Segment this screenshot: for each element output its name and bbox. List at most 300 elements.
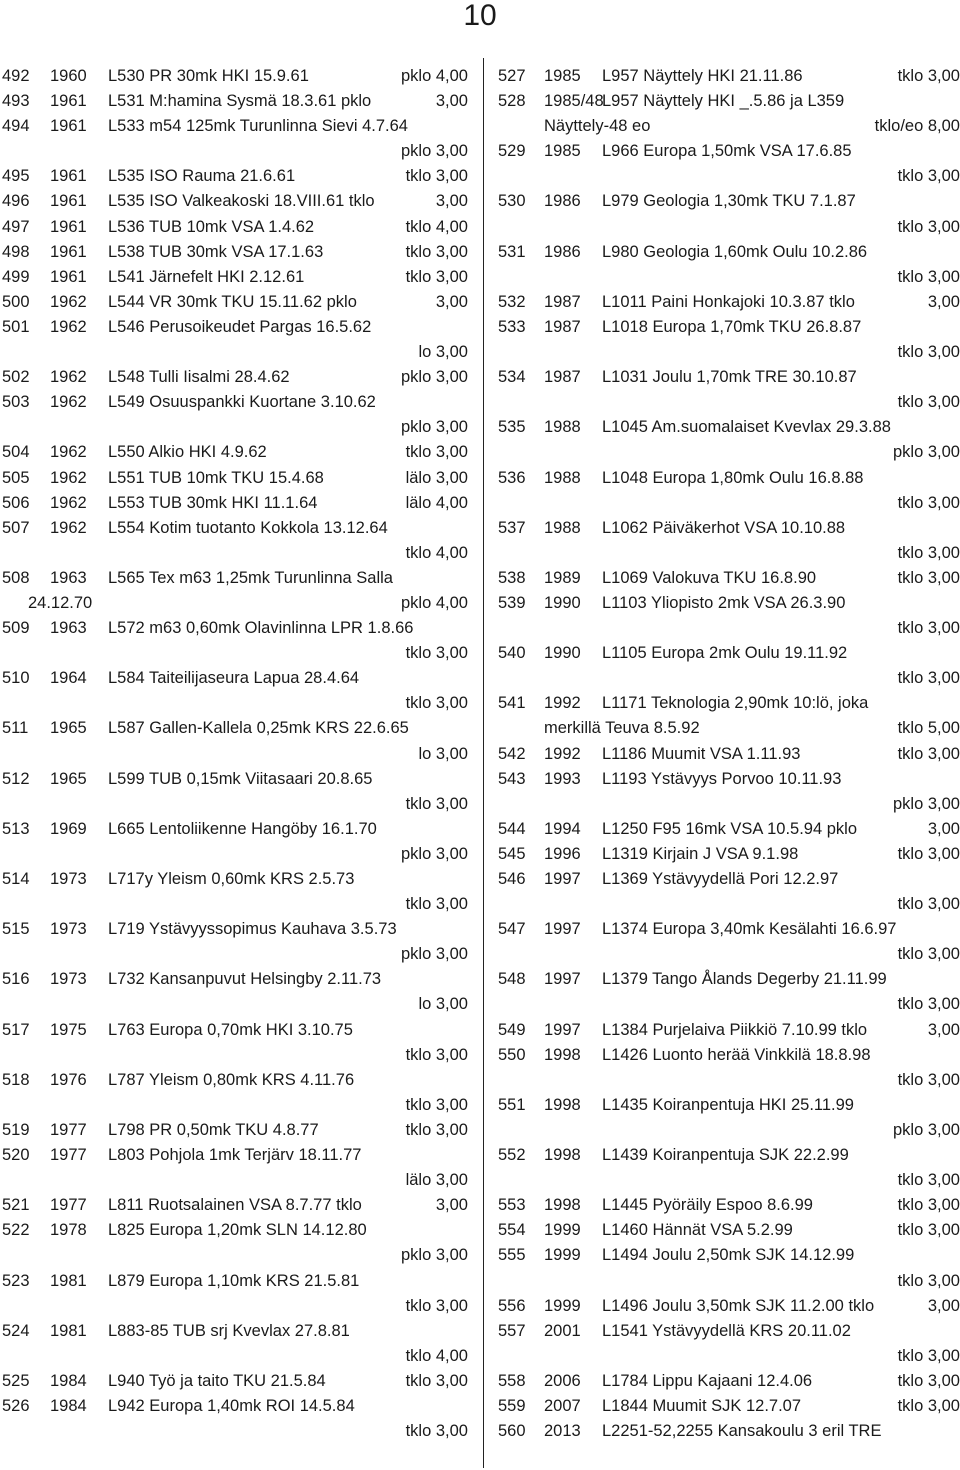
item-description: L2251-52,2255 Kansakoulu 3 eril TRE xyxy=(602,1422,882,1441)
list-item xyxy=(2,767,468,792)
item-number: 554 xyxy=(498,1221,526,1240)
item-price: 3,00 xyxy=(927,1196,960,1215)
item-price: 3,00 xyxy=(927,1070,960,1089)
list-item xyxy=(498,315,960,340)
item-price: 3,00 xyxy=(435,292,468,311)
list-item-continuation xyxy=(2,992,468,1017)
item-year: 2001 xyxy=(544,1321,581,1340)
item-type: tklo xyxy=(405,1120,432,1139)
item-description: L1784 Lippu Kajaani 12.4.06 xyxy=(602,1371,813,1390)
item-price-cell xyxy=(406,1344,468,1369)
item-number: 522 xyxy=(2,1221,30,1240)
item-number: 502 xyxy=(2,368,30,387)
item-description: L536 TUB 10mk VSA 1.4.62 xyxy=(108,217,315,236)
item-price-cell xyxy=(406,1043,468,1068)
item-type: tklo xyxy=(405,167,432,186)
list-item-continuation xyxy=(2,842,468,867)
item-year: 1962 xyxy=(50,468,87,487)
item-price: 3,00 xyxy=(435,1171,468,1190)
item-number: 519 xyxy=(2,1120,30,1139)
list-item xyxy=(2,1018,468,1043)
item-type: tklo xyxy=(897,1070,924,1089)
item-description: L554 Kotim tuotanto Kokkola 13.12.64 xyxy=(108,518,388,537)
item-number: 560 xyxy=(498,1422,526,1441)
item-price-cell xyxy=(401,139,468,164)
item-description: L1103 Yliopisto 2mk VSA 26.3.90 xyxy=(602,593,846,612)
list-item-continuation xyxy=(498,1344,960,1369)
item-type: tklo xyxy=(897,719,924,738)
item-number: 545 xyxy=(498,844,526,863)
item-price: 3,00 xyxy=(435,1196,468,1215)
item-description: L1374 Europa 3,40mk Kesälahti 16.6.97 xyxy=(602,920,897,939)
item-description: L584 Taiteilijaseura Lapua 28.4.64 xyxy=(108,669,360,688)
item-price-cell xyxy=(898,616,960,641)
item-description: L879 Europa 1,10mk KRS 21.5.81 xyxy=(108,1271,360,1290)
item-type: pklo xyxy=(893,794,924,813)
item-description: L1435 Koiranpentuja HKI 25.11.99 xyxy=(602,1095,854,1114)
item-description: L535 ISO Rauma 21.6.61 xyxy=(108,167,296,186)
item-type: tklo xyxy=(897,167,924,186)
item-year: 1999 xyxy=(544,1246,581,1265)
list-item xyxy=(2,1068,468,1093)
item-type: pklo xyxy=(401,1246,432,1265)
item-price-cell xyxy=(436,1193,468,1218)
item-price-cell xyxy=(406,215,468,240)
item-description: L665 Lentoliikenne Hangöby 16.1.70 xyxy=(108,819,377,838)
item-price: 3,00 xyxy=(435,644,468,663)
item-number: 496 xyxy=(2,192,30,211)
item-number: 526 xyxy=(2,1396,30,1415)
item-year: 1989 xyxy=(544,568,581,587)
item-price: 3,00 xyxy=(435,1045,468,1064)
item-description: L1062 Päiväkerhot VSA 10.10.88 xyxy=(602,518,846,537)
item-description: L940 Työ ja taito TKU 21.5.84 xyxy=(108,1371,326,1390)
item-description: L538 TUB 30mk VSA 17.1.63 xyxy=(108,242,324,261)
item-price: 3,00 xyxy=(435,1422,468,1441)
item-price: 3,00 xyxy=(927,1346,960,1365)
left-column xyxy=(2,64,468,1444)
list-item xyxy=(2,365,468,390)
item-type: pklo xyxy=(401,844,432,863)
item-price-cell xyxy=(401,842,468,867)
list-item-continuation xyxy=(2,691,468,716)
item-description: L551 TUB 10mk TKU 15.4.68 xyxy=(108,468,324,487)
column-divider xyxy=(483,58,484,1468)
item-year: 1961 xyxy=(50,267,87,286)
item-price: 3,00 xyxy=(927,819,960,838)
item-type: tklo xyxy=(405,217,432,236)
item-price-cell xyxy=(406,164,468,189)
item-price: 3,00 xyxy=(435,443,468,462)
item-type: tklo xyxy=(897,1371,924,1390)
item-description: L1069 Valokuva TKU 16.8.90 xyxy=(602,568,817,587)
list-item xyxy=(498,1093,960,1118)
item-year: 1962 xyxy=(50,317,87,336)
list-item xyxy=(498,516,960,541)
list-item xyxy=(2,390,468,415)
item-description: L787 Yleism 0,80mk KRS 4.11.76 xyxy=(108,1070,355,1089)
item-number: 530 xyxy=(498,192,526,211)
item-description: L798 PR 0,50mk TKU 4.8.77 xyxy=(108,1120,319,1139)
item-price: 3,00 xyxy=(927,844,960,863)
item-type: tklo xyxy=(405,443,432,462)
item-type: tklo xyxy=(897,267,924,286)
item-number: 539 xyxy=(498,593,526,612)
item-price-cell xyxy=(898,1369,960,1394)
item-price: 3,00 xyxy=(927,945,960,964)
item-description: L572 m63 0,60mk Olavinlinna LPR 1.8.66 xyxy=(108,619,414,638)
list-item xyxy=(498,365,960,390)
list-item xyxy=(2,1143,468,1168)
item-year: 1976 xyxy=(50,1070,87,1089)
item-year: 1981 xyxy=(50,1321,87,1340)
item-price: 3,00 xyxy=(927,67,960,85)
item-year: 1984 xyxy=(50,1371,87,1390)
item-type: tklo xyxy=(897,1221,924,1240)
list-item xyxy=(498,1243,960,1268)
list-item xyxy=(2,240,468,265)
item-price-cell xyxy=(928,290,960,315)
item-price-cell xyxy=(898,1168,960,1193)
item-number: 518 xyxy=(2,1070,30,1089)
list-item-continuation xyxy=(2,792,468,817)
item-year: 1990 xyxy=(544,644,581,663)
item-number: 508 xyxy=(2,568,30,587)
item-year: 1975 xyxy=(50,1020,87,1039)
item-price-cell xyxy=(898,1344,960,1369)
item-type: tklo xyxy=(897,995,924,1014)
item-number: 556 xyxy=(498,1296,526,1315)
item-type: tklo xyxy=(897,945,924,964)
item-number: 514 xyxy=(2,870,30,888)
item-price: 3,00 xyxy=(927,995,960,1014)
list-item-continuation xyxy=(2,1344,468,1369)
item-year: 1987 xyxy=(544,292,581,311)
item-price: 3,00 xyxy=(435,744,468,763)
item-price-cell xyxy=(436,290,468,315)
item-description: L535 ISO Valkeakoski 18.VIII.61 tklo xyxy=(108,192,375,211)
list-item-continuation xyxy=(2,1093,468,1118)
item-number: 534 xyxy=(498,368,526,387)
list-item xyxy=(498,1218,960,1243)
item-type: tklo xyxy=(897,1396,924,1415)
item-description: L1496 Joulu 3,50mk SJK 11.2.00 tklo xyxy=(602,1296,875,1315)
item-price-cell xyxy=(898,742,960,767)
item-year: 1969 xyxy=(50,819,87,838)
item-price: 3,00 xyxy=(927,1221,960,1240)
list-item xyxy=(498,415,960,440)
item-number: 516 xyxy=(2,970,30,989)
item-year: 1960 xyxy=(50,67,87,85)
list-item xyxy=(2,616,468,641)
item-price: 3,00 xyxy=(435,192,468,211)
item-price-cell xyxy=(401,591,468,616)
item-price: 5,00 xyxy=(927,719,960,738)
item-type: pklo xyxy=(893,443,924,462)
item-year: 1987 xyxy=(544,317,581,336)
item-price-cell xyxy=(406,691,468,716)
item-year: 1997 xyxy=(544,920,581,939)
item-price-cell xyxy=(898,842,960,867)
item-description: L1439 Koiranpentuja SJK 22.2.99 xyxy=(602,1146,849,1165)
item-description: L531 M:hamina Sysmä 18.3.61 pklo xyxy=(108,92,372,111)
list-item xyxy=(2,1269,468,1294)
list-item xyxy=(2,64,468,89)
item-number: 507 xyxy=(2,518,30,537)
item-type: lo xyxy=(418,744,432,763)
list-item-continuation xyxy=(498,992,960,1017)
item-type: tklo xyxy=(897,1196,924,1215)
item-price-cell xyxy=(893,1118,960,1143)
item-type: pklo xyxy=(401,945,432,964)
item-description: L1445 Pyöräily Espoo 8.6.99 xyxy=(602,1196,813,1215)
list-item-continuation xyxy=(498,541,960,566)
item-price: 4,00 xyxy=(435,217,468,236)
list-item xyxy=(498,139,960,164)
item-number: 527 xyxy=(498,67,526,85)
item-description: L548 Tulli Iisalmi 28.4.62 xyxy=(108,368,290,387)
item-year: 1985 xyxy=(544,142,581,161)
list-item-continuation xyxy=(498,616,960,641)
list-item-continuation xyxy=(2,340,468,365)
item-description: L530 PR 30mk HKI 15.9.61 xyxy=(108,67,309,85)
item-year: 1993 xyxy=(544,769,581,788)
list-item-continuation xyxy=(498,340,960,365)
item-description: L825 Europa 1,20mk SLN 14.12.80 xyxy=(108,1221,367,1240)
item-type: tklo xyxy=(897,568,924,587)
item-price: 3,00 xyxy=(927,1271,960,1290)
item-price: 3,00 xyxy=(927,1020,960,1039)
item-description: L1250 F95 16mk VSA 10.5.94 pklo xyxy=(602,819,858,838)
list-item xyxy=(2,189,468,214)
item-number: 536 xyxy=(498,468,526,487)
item-price-cell xyxy=(928,817,960,842)
item-price: 3,00 xyxy=(927,543,960,562)
right-column xyxy=(498,64,960,1444)
item-type: tklo xyxy=(897,543,924,562)
item-number: 544 xyxy=(498,819,526,838)
item-price: 3,00 xyxy=(435,995,468,1014)
item-year: 1962 xyxy=(50,292,87,311)
item-price: 3,00 xyxy=(435,694,468,713)
item-price-cell xyxy=(406,792,468,817)
item-type: tklo xyxy=(897,895,924,914)
item-description: L541 Järnefelt HKI 2.12.61 xyxy=(108,267,305,286)
item-type: pklo xyxy=(401,368,432,387)
list-item-continuation xyxy=(498,491,960,516)
item-price: 3,00 xyxy=(927,493,960,512)
item-type: tklo xyxy=(405,1371,432,1390)
item-number: 541 xyxy=(498,694,526,713)
item-type: tklo xyxy=(897,1271,924,1290)
item-year: 1985/48 xyxy=(544,92,604,111)
item-number: 525 xyxy=(2,1371,30,1390)
item-price: 4,00 xyxy=(435,493,468,512)
item-year: 1977 xyxy=(50,1120,87,1139)
list-item xyxy=(2,967,468,992)
item-price-cell xyxy=(893,792,960,817)
item-description: L1171 Teknologia 2,90mk 10:lö, joka xyxy=(602,694,869,713)
item-price: 3,00 xyxy=(435,844,468,863)
item-year: 1998 xyxy=(544,1196,581,1215)
item-description: L553 TUB 30mk HKI 11.1.64 xyxy=(108,493,318,512)
item-number: 493 xyxy=(2,92,30,111)
item-price-cell xyxy=(898,942,960,967)
item-description: L565 Tex m63 1,25mk Turunlinna Salla xyxy=(108,568,393,587)
item-price: 8,00 xyxy=(927,117,960,136)
item-price: 3,00 xyxy=(435,945,468,964)
list-item xyxy=(2,290,468,315)
list-item xyxy=(2,440,468,465)
item-year: 1988 xyxy=(544,468,581,487)
item-price: 3,00 xyxy=(435,267,468,286)
item-year: 1992 xyxy=(544,744,581,763)
item-price: 3,00 xyxy=(435,418,468,437)
item-number: 549 xyxy=(498,1020,526,1039)
item-number: 529 xyxy=(498,142,526,161)
item-year: 1973 xyxy=(50,970,87,989)
item-number: 492 xyxy=(2,67,30,85)
item-price: 3,00 xyxy=(435,895,468,914)
item-price: 3,00 xyxy=(435,794,468,813)
item-type: tklo xyxy=(897,67,924,85)
list-item xyxy=(498,691,960,716)
item-price-cell xyxy=(898,215,960,240)
list-item-continuation xyxy=(2,892,468,917)
list-item xyxy=(2,566,468,591)
list-item xyxy=(2,265,468,290)
item-description: L1369 Ystävyydellä Pori 12.2.97 xyxy=(602,870,839,888)
item-price-cell xyxy=(401,365,468,390)
item-number: 505 xyxy=(2,468,30,487)
item-year: 1988 xyxy=(544,518,581,537)
item-price-cell xyxy=(406,240,468,265)
item-number: 543 xyxy=(498,769,526,788)
item-description: L546 Perusoikeudet Pargas 16.5.62 xyxy=(108,317,372,336)
list-item xyxy=(498,1369,960,1394)
item-price-cell xyxy=(893,440,960,465)
item-description: L1045 Am.suomalaiset Kvevlax 29.3.88 xyxy=(602,418,891,437)
item-number: 553 xyxy=(498,1196,526,1215)
list-item xyxy=(498,1319,960,1344)
item-price-cell xyxy=(898,666,960,691)
item-price-cell xyxy=(401,1243,468,1268)
item-number: 551 xyxy=(498,1095,526,1114)
item-price-cell xyxy=(401,415,468,440)
item-year: 1994 xyxy=(544,819,581,838)
item-type: tklo xyxy=(897,217,924,236)
item-price: 3,00 xyxy=(927,1296,960,1315)
item-price: 3,00 xyxy=(927,568,960,587)
item-price-cell xyxy=(898,1218,960,1243)
item-price-cell xyxy=(898,64,960,89)
item-price-cell xyxy=(898,892,960,917)
list-item xyxy=(2,215,468,240)
item-description: L599 TUB 0,15mk Viitasaari 20.8.65 xyxy=(108,769,373,788)
item-number: 533 xyxy=(498,317,526,336)
item-price-cell xyxy=(406,541,468,566)
item-description: L1193 Ystävyys Porvoo 10.11.93 xyxy=(602,769,842,788)
item-price: 3,00 xyxy=(927,393,960,412)
item-description: L1494 Joulu 2,50mk SJK 14.12.99 xyxy=(602,1246,855,1265)
item-number: 500 xyxy=(2,292,30,311)
page-number: 10 xyxy=(463,0,497,32)
item-price-cell xyxy=(898,1068,960,1093)
list-item-continuation xyxy=(498,1168,960,1193)
list-item-continuation xyxy=(2,139,468,164)
item-year: 1997 xyxy=(544,1020,581,1039)
item-year: 1977 xyxy=(50,1196,87,1215)
item-price-cell xyxy=(406,265,468,290)
item-price-cell xyxy=(436,89,468,114)
item-number: 524 xyxy=(2,1321,30,1340)
list-item xyxy=(498,189,960,214)
item-price: 3,00 xyxy=(435,142,468,161)
item-type: tklo xyxy=(897,343,924,362)
item-number: 501 xyxy=(2,317,30,336)
item-number: 498 xyxy=(2,242,30,261)
list-item xyxy=(498,641,960,666)
item-type: tklo/eo xyxy=(874,117,924,136)
item-description: L942 Europa 1,40mk ROI 14.5.84 xyxy=(108,1396,355,1415)
list-item-continuation xyxy=(498,164,960,189)
list-item xyxy=(498,1193,960,1218)
item-type: tklo xyxy=(897,844,924,863)
item-description: L957 Näyttely HKI _.5.86 ja L359 xyxy=(602,92,845,111)
item-number: 503 xyxy=(2,393,30,412)
item-price: 3,00 xyxy=(435,1371,468,1390)
item-type: tklo xyxy=(897,744,924,763)
item-number: 506 xyxy=(2,493,30,512)
list-item xyxy=(498,867,960,892)
item-price-cell xyxy=(401,64,468,89)
item-number: 515 xyxy=(2,920,30,939)
item-description: L966 Europa 1,50mk VSA 17.6.85 xyxy=(602,142,852,161)
item-price-cell xyxy=(406,892,468,917)
item-year: 1985 xyxy=(544,67,581,85)
list-item xyxy=(498,1043,960,1068)
list-item-continuation xyxy=(498,892,960,917)
item-number: 547 xyxy=(498,920,526,939)
item-price: 3,00 xyxy=(927,167,960,186)
list-item xyxy=(2,114,468,139)
list-item-continuation xyxy=(2,641,468,666)
item-number: 548 xyxy=(498,970,526,989)
list-item xyxy=(498,566,960,591)
item-type: tklo xyxy=(405,694,432,713)
item-price-cell xyxy=(928,1294,960,1319)
item-type: tklo xyxy=(405,794,432,813)
item-description: L587 Gallen-Kallela 0,25mk KRS 22.6.65 xyxy=(108,719,409,738)
item-number: 552 xyxy=(498,1146,526,1165)
item-price: 3,00 xyxy=(927,267,960,286)
item-description-continued: 24.12.70 xyxy=(28,593,93,612)
item-description: L1186 Muumit VSA 1.11.93 xyxy=(602,744,801,763)
item-type: tklo xyxy=(405,1422,432,1441)
list-item xyxy=(498,466,960,491)
list-item-continuation xyxy=(2,591,468,616)
list-item xyxy=(498,1143,960,1168)
item-price: 3,00 xyxy=(435,368,468,387)
item-type: tklo xyxy=(897,393,924,412)
item-price-cell xyxy=(406,440,468,465)
item-number: 557 xyxy=(498,1321,526,1340)
item-year: 1961 xyxy=(50,167,87,186)
item-type: tklo xyxy=(405,1095,432,1114)
item-year: 1987 xyxy=(544,368,581,387)
list-item-continuation xyxy=(2,1243,468,1268)
list-item-continuation xyxy=(498,390,960,415)
